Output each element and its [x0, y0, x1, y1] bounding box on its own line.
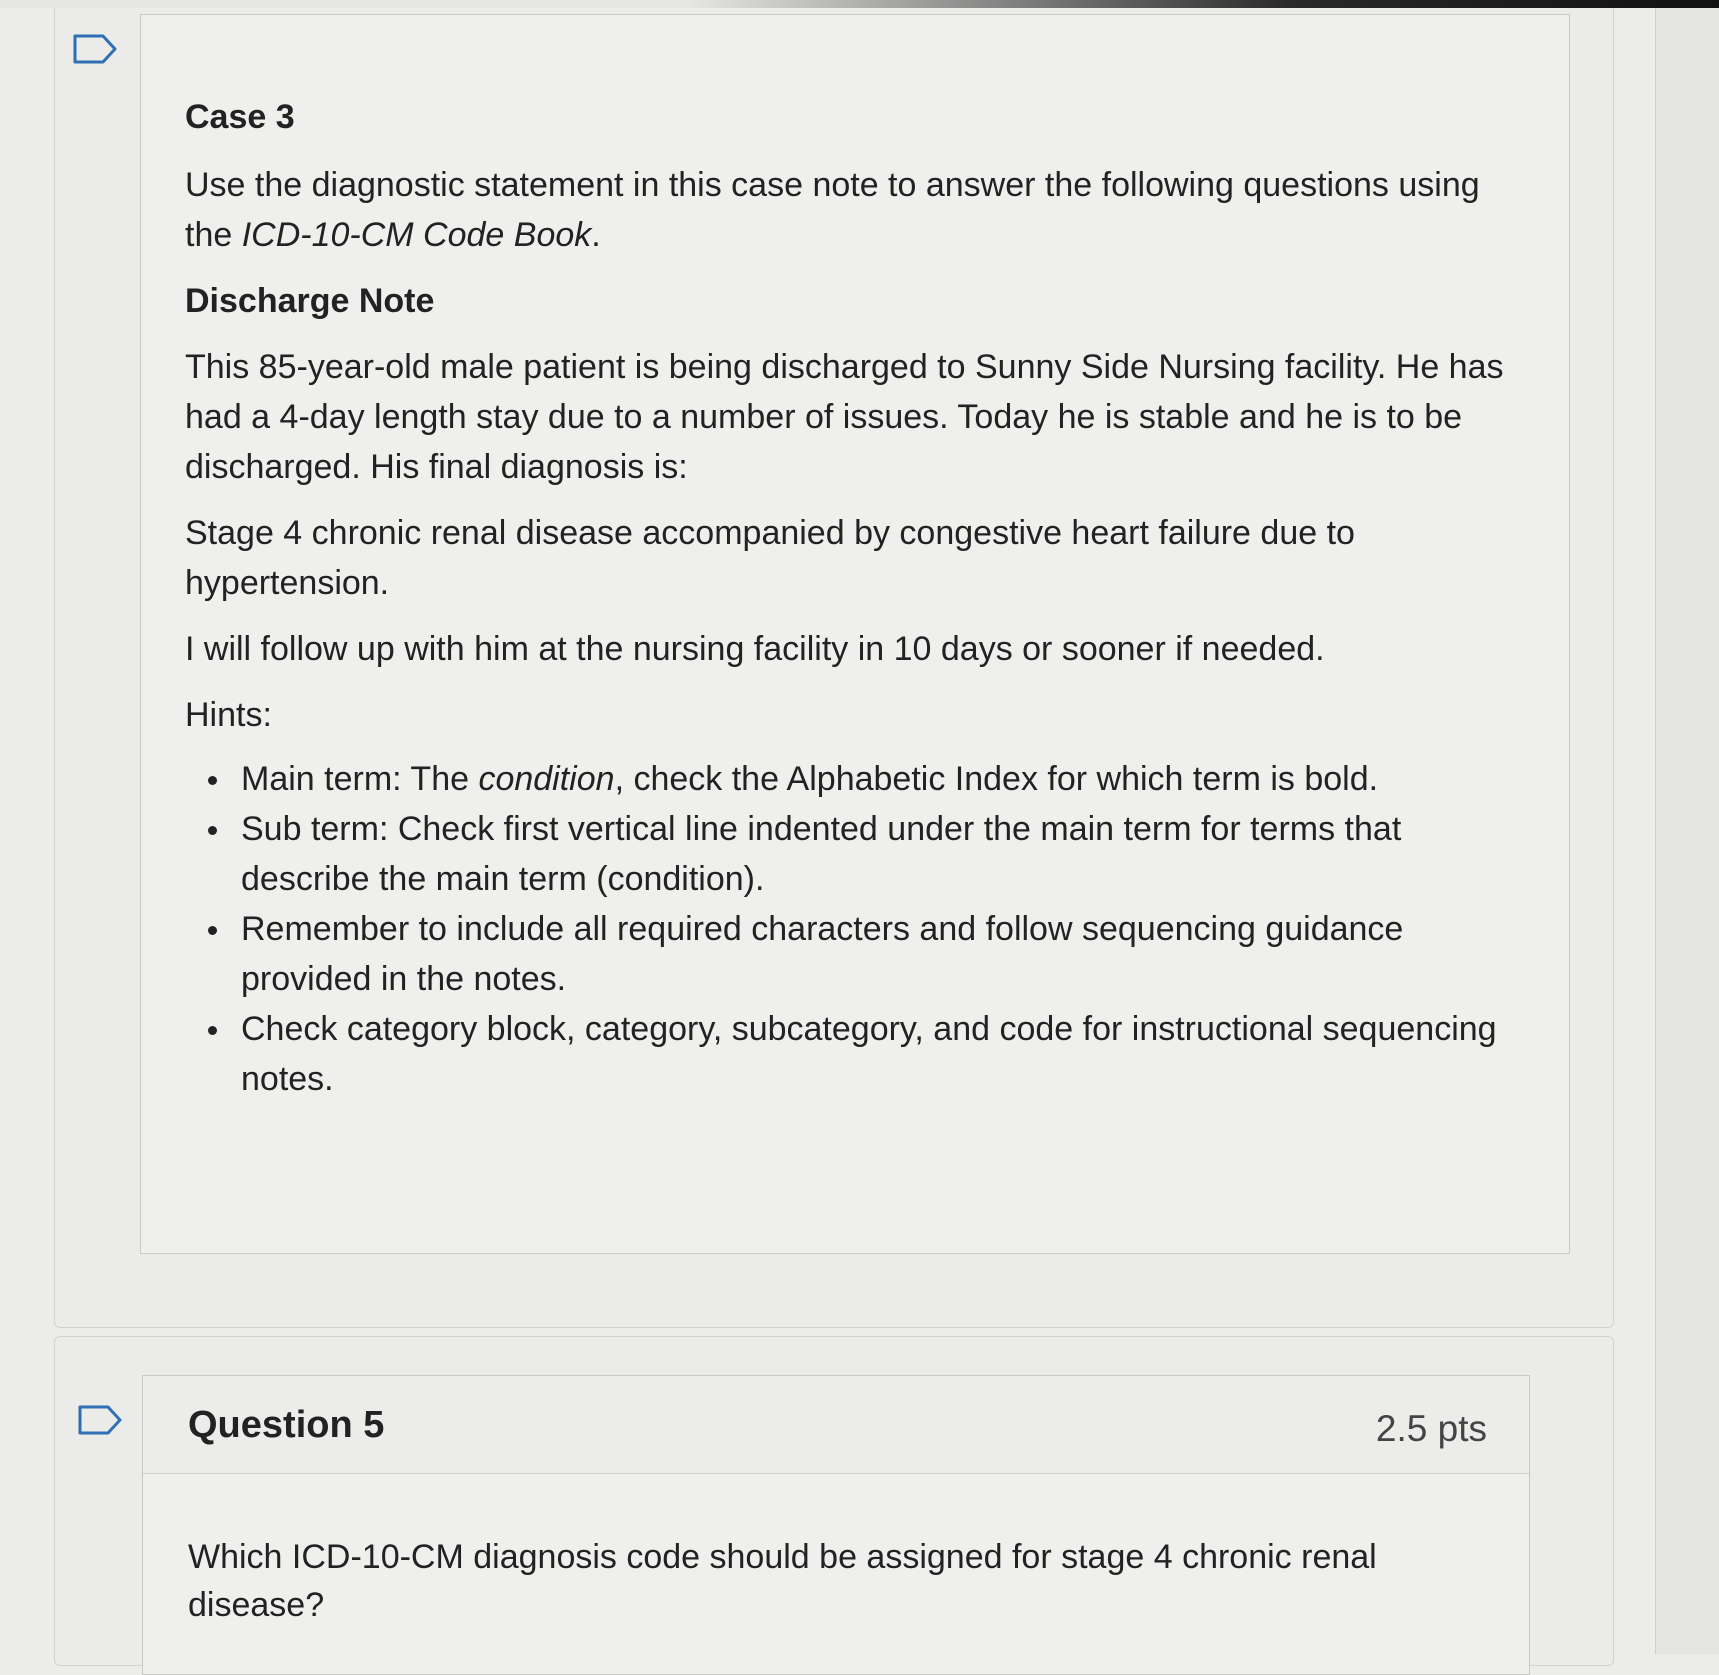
discharge-note-paragraph: This 85-year-old male patient is being discharged to Sunny Side Nursing facility. He has had a 4-day length stay due to a number of issues. Today he is stable and he is to be discharged. His final diagnosis is: — [185, 348, 1504, 486]
flag-outline-icon[interactable] — [73, 34, 117, 64]
hint1-text-after: , check the Alphabetic Index for which term is bold. — [614, 760, 1379, 798]
discharge-note-title: Discharge Note — [185, 282, 435, 320]
question-card — [142, 1375, 1530, 1675]
question-text: Which ICD-10-CM diagnosis code should be assigned for stage 4 chronic renal disease? — [188, 1538, 1377, 1624]
question-points: 2.5 pts — [1375, 1408, 1487, 1449]
case-content — [185, 92, 1525, 1104]
hints-list — [185, 754, 1525, 1104]
flag-outline-icon[interactable] — [78, 1405, 122, 1435]
final-diagnosis: Stage 4 chronic renal disease accompanied by congestive heart failure due to hypertension. — [185, 514, 1355, 602]
case-intro — [185, 160, 1525, 260]
follow-up-statement: I will follow up with him at the nursing facility in 10 days or sooner if needed. — [185, 630, 1325, 668]
hint-item: Sub term: Check first vertical line indented under the main term for terms that describe the main term (condition). — [241, 804, 1525, 904]
browser-top-edge — [0, 0, 1719, 8]
hints-label: Hints: — [185, 696, 272, 734]
code-book-title: ICD-10-CM Code Book — [241, 216, 592, 254]
question-header — [143, 1376, 1529, 1474]
hint-item: Check category block, category, subcategory, and code for instructional sequencing notes. — [241, 1004, 1525, 1104]
hint1-text-before: Main term: The — [241, 760, 479, 798]
hint-item — [241, 754, 1525, 804]
case-intro-text: Use the diagnostic statement in this case note to answer the following questions using the — [185, 166, 1480, 254]
question-title: Question 5 — [188, 1404, 385, 1446]
hint-item: Remember to include all required characters and follow sequencing guidance provided in the notes. — [241, 904, 1525, 1004]
right-gutter — [1655, 8, 1719, 1654]
case-intro-end: . — [591, 216, 601, 254]
hint1-italic: condition — [478, 760, 615, 798]
case-title: Case 3 — [185, 98, 295, 136]
